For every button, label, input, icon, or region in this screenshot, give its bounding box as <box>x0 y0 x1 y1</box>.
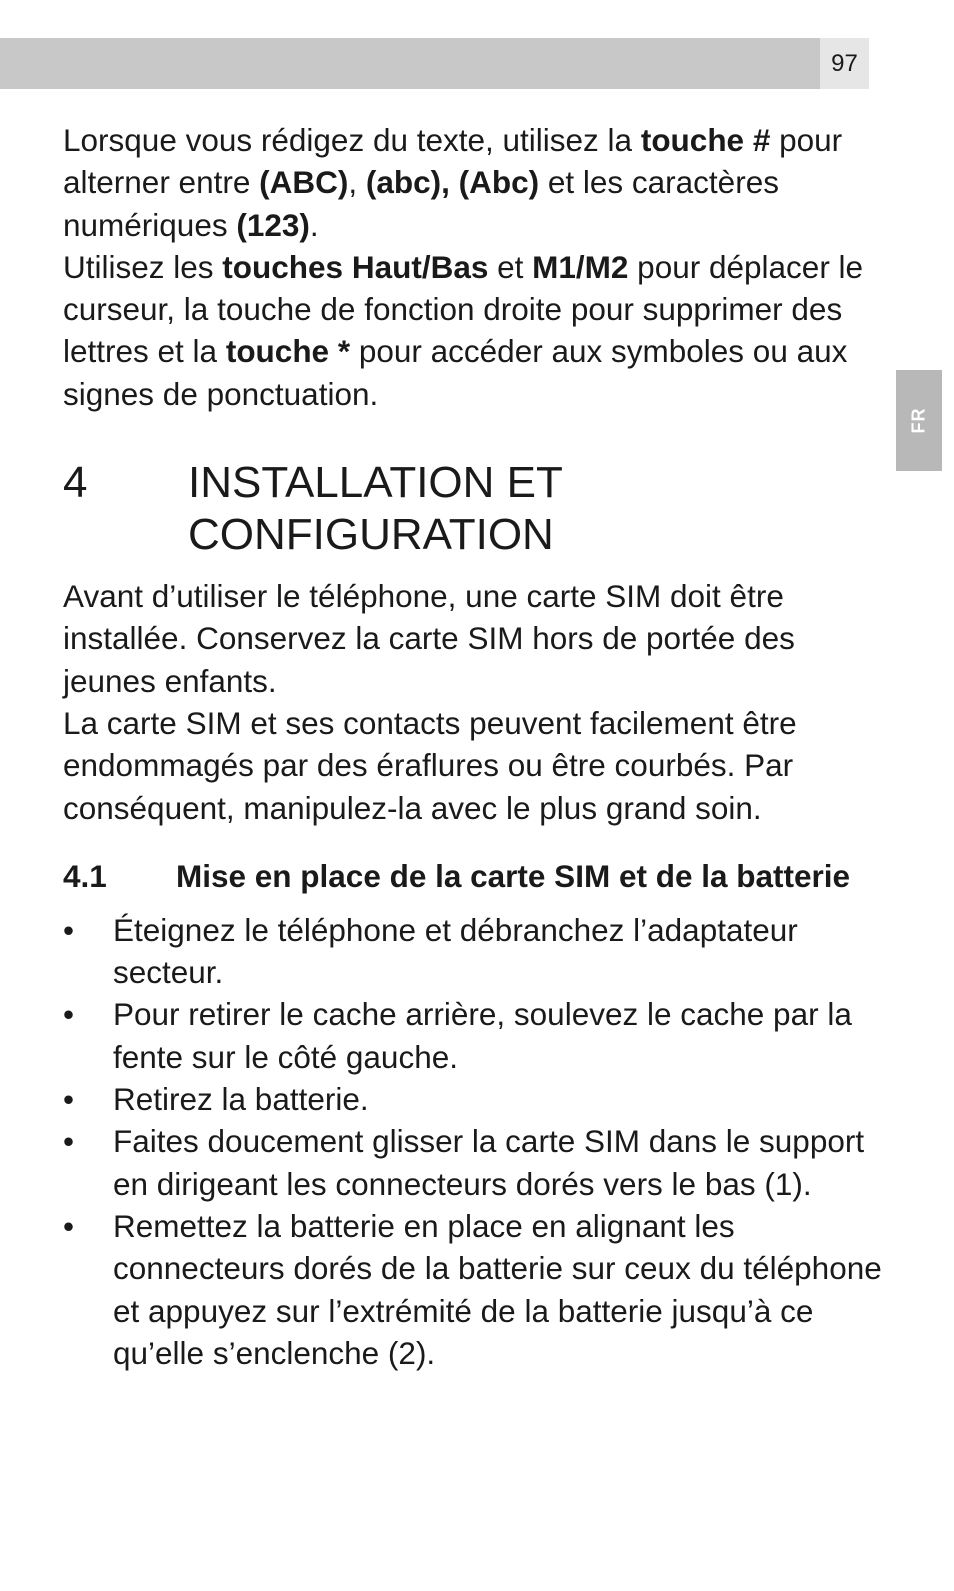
bullet-icon: • <box>63 911 75 948</box>
page-content <box>63 119 883 1374</box>
steps-list <box>63 909 883 1374</box>
step-text: Remettez la batterie en place en alignant les connecteurs dorés de la batterie sur ceux du téléphone et appuyez sur l’extrémité de la batterie jusqu’à ce qu’elle s’enclenche (2). <box>113 1207 882 1371</box>
subsection-number: 4.1 <box>63 857 107 894</box>
list-item <box>63 1205 883 1374</box>
section-paragraph-2: La carte SIM et ses contacts peuvent facilement être endommagés par des éraflures ou être courbés. Par conséquent, manipulez-la avec le plus grand soin. <box>63 704 797 826</box>
list-item <box>63 993 883 1078</box>
section-paragraph-1: Avant d’utiliser le téléphone, une carte SIM doit être installée. Conservez la carte SIM hors de portée des jeunes enfants. <box>63 578 795 699</box>
header-bar <box>0 38 820 89</box>
intro-paragraph-2: Utilisez les touches Haut/Bas et M1/M2 pour déplacer le curseur, la touche de fonction droite pour supprimer des lettres et la touche * pour accéder aux symboles ou aux signes de ponctuation. <box>63 248 864 412</box>
list-item <box>63 1078 883 1120</box>
intro-paragraph-1: Lorsque vous rédigez du texte, utilisez la touche # pour alterner entre (ABC), (abc), (Abc) et les caractères numériques (123). <box>63 122 843 243</box>
step-text: Éteignez le téléphone et débranchez l’adaptateur secteur. <box>113 911 798 991</box>
language-label: FR <box>908 407 929 434</box>
list-item <box>63 909 883 994</box>
section-body <box>63 575 883 829</box>
language-tab <box>896 370 942 471</box>
list-item <box>63 1120 883 1205</box>
section-title-line-1: INSTALLATION ET <box>188 458 563 508</box>
page-number: 97 <box>820 38 869 89</box>
step-text: Retirez la batterie. <box>113 1081 369 1118</box>
section-title <box>188 457 563 561</box>
step-text: Pour retirer le cache arrière, soulevez le cache par la fente sur le côté gauche. <box>113 996 852 1075</box>
subsection-heading <box>63 855 883 897</box>
bullet-icon: • <box>63 996 75 1033</box>
intro-text <box>63 119 883 415</box>
section-number: 4 <box>63 458 88 508</box>
section-title-line-2: CONFIGURATION <box>188 510 554 560</box>
bullet-icon: • <box>63 1123 75 1160</box>
subsection-title: Mise en place de la carte SIM et de la batterie <box>176 857 851 894</box>
bullet-icon: • <box>63 1081 75 1118</box>
step-text: Faites doucement glisser la carte SIM dans le support en dirigeant les connecteurs dorés vers le bas (1). <box>113 1123 865 1202</box>
section-heading <box>63 457 883 561</box>
bullet-icon: • <box>63 1207 75 1244</box>
